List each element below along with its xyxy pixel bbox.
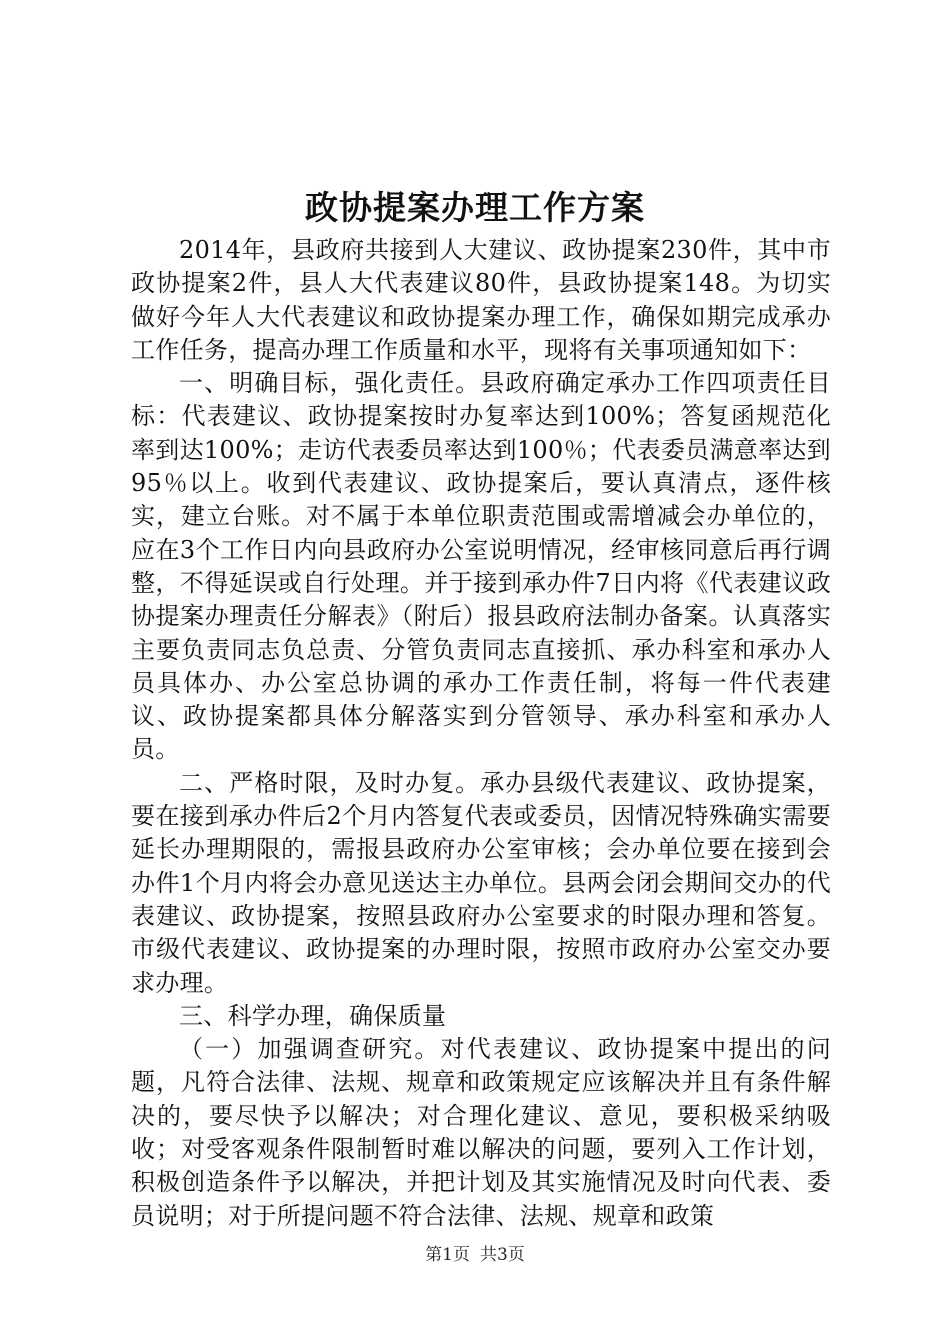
page-total: 共3页 xyxy=(480,1245,525,1265)
paragraph-section-1: 一、明确目标，强化责任。县政府确定承办工作四项责任目标：代表建议、政协提案按时办复率达到100%；答复函规范化率到达100%；走访代表委员率达到100％；代表委员满意率达到95％以上。收到代表建议、政协提案后，要认真清点，逐件核实，建立台账。对不属于本单位职责范围或需增减会办单位的，应在3个工作日内向县政府办公室说明情况，经审核同意后再行调整，不得延误或自行处理。并于接到承办件7日内将《代表建议政协提案办理责任分解表》（附后）报县政府法制办备案。认真落实主要负责同志负总责、分管负责同志直接抓、承办科室和承办人员具体办、办公室总协调的承办工作责任制，将每一件代表建议、政协提案都具体分解落实到分管领导、承办科室和承办人员。 xyxy=(131,369,831,764)
page-number: 第1页 xyxy=(425,1245,470,1265)
paragraph-section-3-heading: 三、科学办理，确保质量 xyxy=(179,1001,447,1030)
page-footer xyxy=(0,1244,950,1266)
paragraph-intro: 2014年，县政府共接到人大建议、政协提案230件，其中市政协提案2件，县人大代表建议80件，县政协提案148。为切实做好今年人大代表建议和政协提案办理工作，确保如期完成承办工作任务，提高办理工作质量和水平，现将有关事项通知如下： xyxy=(131,236,831,364)
paragraph-subsection-1: （一）加强调查研究。对代表建议、政协提案中提出的问题，凡符合法律、法规、规章和政策规定应该解决并且有条件解决的，要尽快予以解决；对合理化建议、意见，要积极采纳吸收；对受客观条件限制暂时难以解决的问题，要列入工作计划，积极创造条件予以解决，并把计划及其实施情况及时向代表、委员说明；对于所提问题不符合法律、法规、规章和政策 xyxy=(131,1035,831,1230)
document-body xyxy=(131,234,831,1233)
paragraph-section-2: 二、严格时限，及时办复。承办县级代表建议、政协提案，要在接到承办件后2个月内答复代表或委员，因情况特殊确实需要延长办理期限的，需报县政府办公室审核；会办单位要在接到会办件1个月内将会办意见送达主办单位。县两会闭会期间交办的代表建议、政协提案，按照县政府办公室要求的时限办理和答复。市级代表建议、政协提案的办理时限，按照市政府办公室交办要求办理。 xyxy=(131,768,831,997)
document-title: 政协提案办理工作方案 xyxy=(305,188,645,227)
